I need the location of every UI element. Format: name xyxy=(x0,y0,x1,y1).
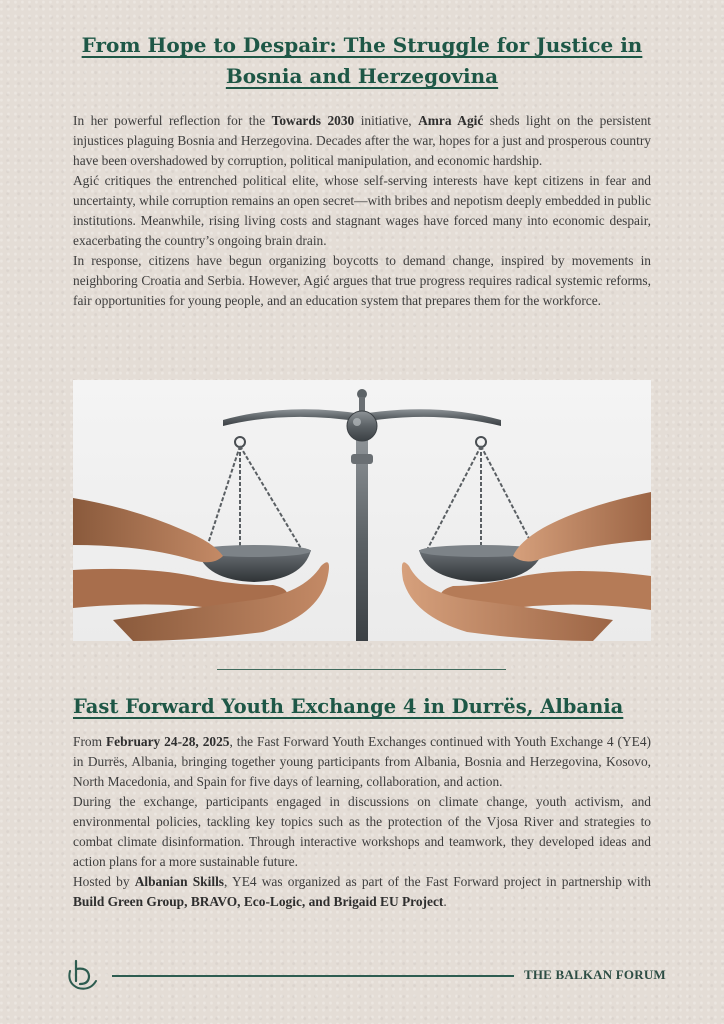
event-dates: February 24-28, 2025 xyxy=(105,734,230,749)
balkan-forum-logo-icon xyxy=(66,957,100,991)
paragraph: During the exchange, participants engaged in discussions on climate change, youth activism, and environmental policies, tackling key topics such as the protection of the Vjosa River and strategies to combat climate disinformation. Through interactive workshops and teamwork, they developed ideas and action plans for a more sustainable future. xyxy=(73,794,651,869)
initiative-name: Towards 2030 xyxy=(271,113,355,128)
paragraph: In response, citizens have begun organizing boycotts to demand change, inspired by movements in neighboring Croatia and Serbia. However, Agić argues that true progress requires radical systemic reforms, fair opportunities for young people, and an education system that prepares them for the workforce. xyxy=(73,253,651,308)
section-divider xyxy=(217,669,506,670)
article-body-bosnia xyxy=(73,111,651,311)
paragraph: Hosted by Albanian Skills, YE4 was organized as part of the Fast Forward project in partnership with Build Green Group, BRAVO, Eco-Logic, and Brigaid EU Project. xyxy=(73,874,651,909)
partner-organizations: Build Green Group, BRAVO, Eco-Logic, and Brigaid EU Project xyxy=(73,894,444,909)
footer-rule xyxy=(112,975,514,977)
justice-scale-image xyxy=(73,380,651,641)
article-body-youth-exchange xyxy=(73,732,651,912)
justice-scale-illustration xyxy=(73,380,651,641)
paragraph: Agić critiques the entrenched political elite, whose self-serving interests have kept citizens in fear and uncertainty, while corruption remains an open secret—with bribes and nepotism deeply embedded in public institutions. Meanwhile, rising living costs and stagnant wages have forced many into economic despair, exacerbating the country’s ongoing brain drain. xyxy=(73,173,651,248)
author-name: Amra Agić xyxy=(418,113,484,128)
article-title-bosnia: From Hope to Despair: The Struggle for Justice in Bosnia and Herzegovina xyxy=(81,33,643,88)
host-organization: Albanian Skills xyxy=(134,874,224,889)
article-title-youth-exchange: Fast Forward Youth Exchange 4 in Durrës, Albania xyxy=(73,695,624,718)
footer-brand-name: THE BALKAN FORUM xyxy=(524,967,666,982)
paragraph: In her powerful reflection for the Towards 2030 initiative, Amra Agić sheds light on the persistent injustices plaguing Bosnia and Herzegovina. Decades after the war, hopes for a just and prosperous country have been overshadowed by corruption, political manipulation, and economic hardship. xyxy=(73,113,651,168)
paragraph: From February 24-28, 2025, the Fast Forward Youth Exchanges continued with Youth Exchange 4 (YE4) in Durrës, Albania, bringing together young participants from Albania, Bosnia and Herzegovina, Kosovo, North Macedonia, and Spain for five days of learning, collaboration, and action. xyxy=(73,734,651,789)
